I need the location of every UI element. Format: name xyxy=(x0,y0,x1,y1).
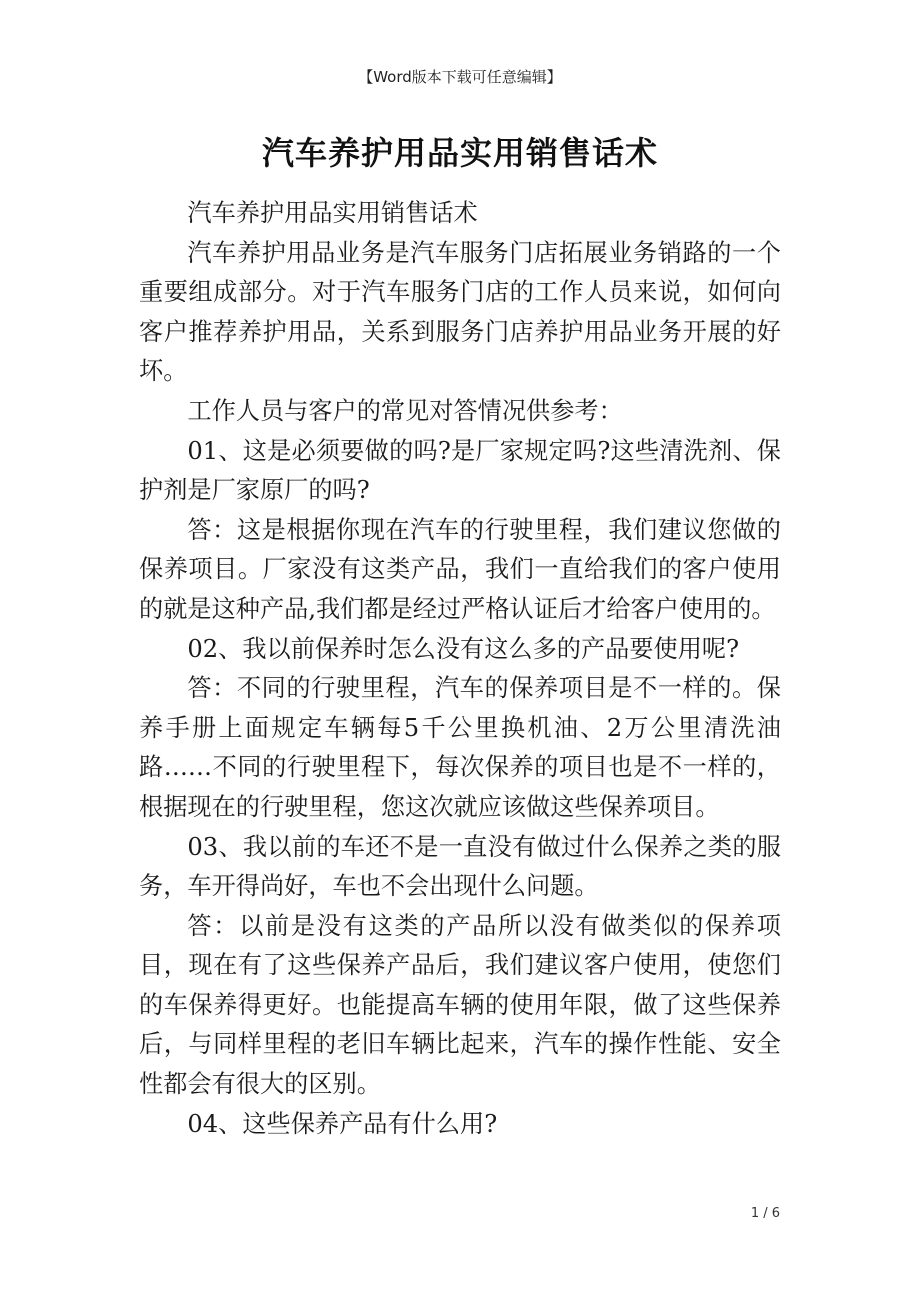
answer-01: 答：这是根据你现在汽车的行驶里程，我们建议您做的保养项目。厂家没有这类产品，我们一直给我们的客户使用的就是这种产品,我们都是经过严格认证后才给客户使用的。 xyxy=(139,515,781,623)
question-01: 01、这是必须要做的吗?是厂家规定吗?这些清洗剂、保护剂是厂家原厂的吗? xyxy=(139,436,781,505)
document-body xyxy=(139,194,781,1144)
subtitle-paragraph: 汽车养护用品实用销售话术 xyxy=(187,199,478,227)
header-note: 【Word版本下载可任意编辑】 xyxy=(358,68,562,86)
page-number: 1 / 6 xyxy=(750,1206,780,1221)
answer-03: 答：以前是没有这类的产品所以没有做类似的保养项目，现在有了这些保养产品后，我们建议客户使用，使您们的车保养得更好。也能提高车辆的使用年限，做了这些保养后，与同样里程的老旧车辆比起来，汽车的操作性能、安全性都会有很大的区别。 xyxy=(139,911,781,1099)
question-03: 03、我以前的车还不是一直没有做过什么保养之类的服务，车开得尚好，车也不会出现什么问题。 xyxy=(139,832,781,901)
reference-intro-paragraph: 工作人员与客户的常见对答情况供参考： xyxy=(187,396,623,425)
answer-02: 答：不同的行驶里程，汽车的保养项目是不一样的。保养手册上面规定车辆每5千公里换机油、2万公里清洗油路……不同的行驶里程下，每次保养的项目也是不一样的，根据现在的行驶里程，您这次就应该做这些保养项目。 xyxy=(139,674,781,821)
question-04: 04、这些保养产品有什么用? xyxy=(187,1109,498,1138)
document-title: 汽车养护用品实用销售话术 xyxy=(261,134,658,172)
question-02: 02、我以前保养时怎么没有这么多的产品要使用呢? xyxy=(187,634,740,663)
intro-paragraph: 汽车养护用品业务是汽车服务门店拓展业务销路的一个重要组成部分。对于汽车服务门店的工作人员来说，如何向客户推荐养护用品，关系到服务门店养护用品业务开展的好坏。 xyxy=(139,238,781,386)
